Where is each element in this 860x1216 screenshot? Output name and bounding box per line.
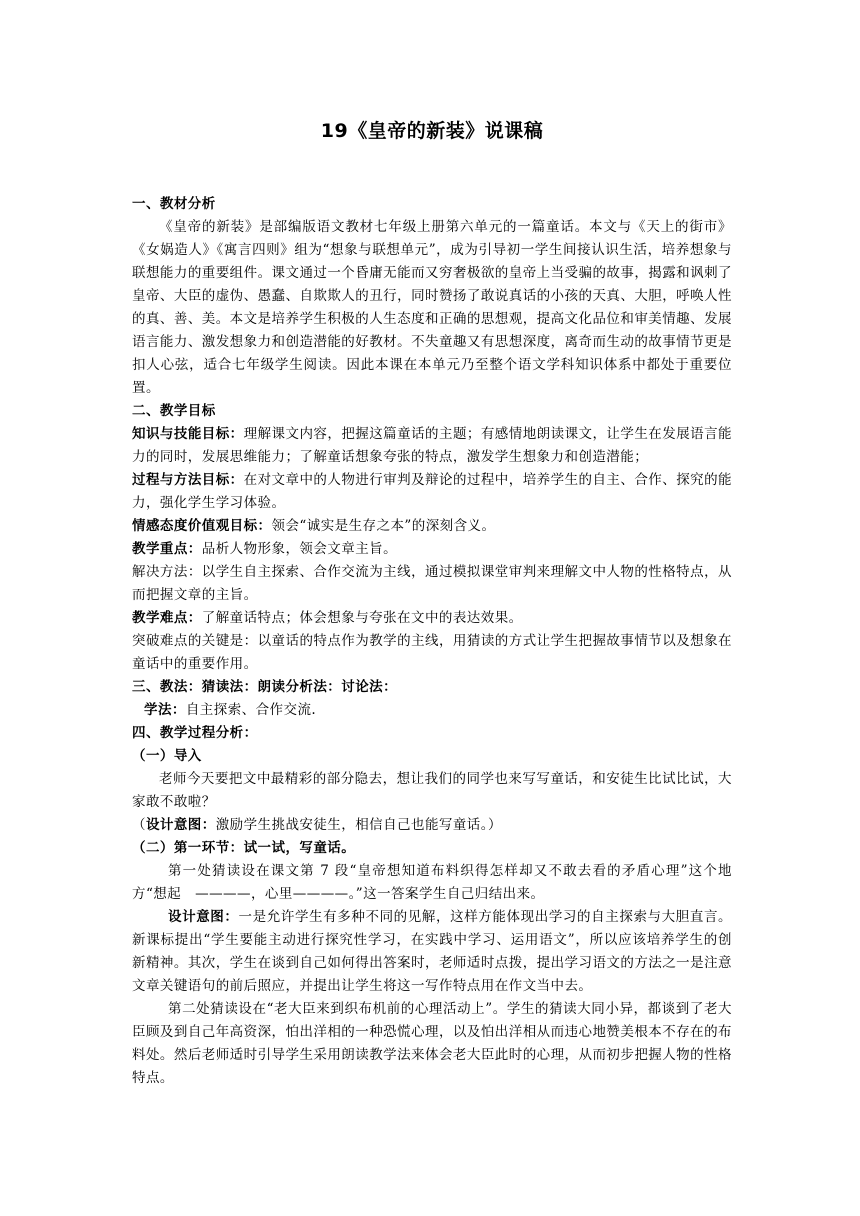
goal-knowledge <box>132 423 732 469</box>
goal-process-text: 在对文章中的人物进行审判及辩论的过程中，培养学生的自主、合作、探究的能力，强化学生学习体验。 <box>132 472 733 511</box>
goal-emotion-text: 领会“诚实是生存之本”的深刻含义。 <box>271 518 496 534</box>
difficult-point <box>132 607 732 630</box>
section-heading-goals: 二、教学目标 <box>132 403 216 419</box>
key-solution: 解决方法：以学生自主探索、合作交流为主线，通过模拟课堂审判来理解文中人物的性格特点，从而把握文章的主旨。 <box>132 564 732 603</box>
teaching-methods <box>132 676 732 699</box>
goal-process-label: 过程与方法目标： <box>132 472 244 488</box>
step-one-design <box>132 906 732 998</box>
design-open-paren: （ <box>132 817 146 833</box>
section-heading-materials: 一、教材分析 <box>132 196 216 212</box>
design-intent-text: 激励学生挑战安徒生，相信自己也能写童话。） <box>215 817 502 833</box>
page-title: 19《皇帝的新装》说课稿 <box>320 120 544 142</box>
key-point <box>132 538 732 561</box>
difficult-point-text: 了解童话特点；体会想象与夸张在文中的表达效果。 <box>201 610 523 626</box>
difficult-solution: 突破难点的关键是：以童话的特点作为教学的主线，用猜读的方式让学生把握故事情节以及想象在童话中的重要作用。 <box>132 633 732 672</box>
goal-knowledge-text: 理解课文内容，把握这篇童话的主题；有感情地朗读课文，让学生在发展语言能力的同时，发展思维能力；了解童话想象夸张的特点，激发学生想象力和创造潜能； <box>132 426 733 465</box>
methods-list: 猜读法：朗读分析法：讨论法： <box>201 679 398 695</box>
learning-methods <box>132 699 732 722</box>
step-intro-design <box>132 814 732 837</box>
goal-knowledge-label: 知识与技能目标： <box>132 426 244 442</box>
materials-paragraph: 《皇帝的新装》是部编版语文教材七年级上册第六单元的一篇童话。本文与《天上的街市》《女娲造人》《寓言四则》组为“想象与联想单元”，成为引导初一学生间接认识生活，培养想象与联想能力的重要组件。课文通过一个昏庸无能而又穷奢极欲的皇帝上当受骗的故事，揭露和讽刺了皇帝、大臣的虚伪、愚蠢、自欺欺人的丑行，同时赞扬了敢说真话的小孩的天真、大胆，呼唤人性的真、善、美。本文是培养学生积极的人生态度和正确的思想观，提高文化品位和审美情趣、发展语言能力、激发想象力和创造潜能的好教材。不失童趣又有思想深度，离奇而生动的故事情节更是扣人心弦，适合七年级学生阅读。因此本课在本单元乃至整个语文学科知识体系中都处于重要位置。 <box>132 219 732 396</box>
section-heading-methods: 三、教法： <box>132 679 202 695</box>
step-one-guess-one: 第一处猜读设在课文第 7 段“皇帝想知道布料织得怎样却又不敢去看的矛盾心理”这个地方“想起 ————，心里————。”这一答案学生自己归结出来。 <box>132 863 732 902</box>
learning-methods-text: 自主探索、合作交流. <box>185 702 317 718</box>
step-one-guess-two: 第二处猜读设在“老大臣来到织布机前的心理活动上”。学生的猜读大同小异，都谈到了老大臣顾及到自己年高资深，怕出洋相的一种恐慌心理，以及怕出洋相从而违心地赞美根本不存在的布料处。然后老师适时引导学生采用朗读教学法来体会老大臣此时的心理，从而初步把握人物的性格特点。 <box>132 1001 732 1086</box>
design-intent-label: 设计意图： <box>145 817 216 833</box>
document-body <box>132 193 732 1090</box>
difficult-point-label: 教学难点： <box>132 610 202 626</box>
step-one-design-label: 设计意图： <box>168 909 239 925</box>
goal-process <box>132 469 732 515</box>
step-one-design-text: 一是允许学生有多种不同的见解，这样方能体现出学习的自主探索与大胆直言。新课标提出“学生要能主动进行探究性学习，在实践中学习、运用语文”，所以应该培养学生的创新精神。其次，学生在谈到自己如何得出答案时，老师适时点拨，提出学习语文的方法之一是注意文章关键语句的前后照应，并提出让学生将这一写作特点用在作文当中去。 <box>132 909 733 994</box>
key-point-text: 品析人物形象，领会文章主旨。 <box>201 541 398 557</box>
goal-emotion-label: 情感态度价值观目标： <box>132 518 272 534</box>
section-heading-process: 四、教学过程分析： <box>132 725 258 741</box>
learning-methods-label: 学法： <box>144 702 186 718</box>
step-intro-heading: （一）导入 <box>132 748 202 764</box>
key-point-label: 教学重点： <box>132 541 202 557</box>
step-one-heading: （二）第一环节：试一试，写童话。 <box>132 840 356 856</box>
goal-emotion <box>132 515 732 538</box>
step-intro-text: 老师今天要把文中最精彩的部分隐去，想让我们的同学也来写写童话，和安徒生比试比试，大家敢不敢啦？ <box>132 771 732 810</box>
